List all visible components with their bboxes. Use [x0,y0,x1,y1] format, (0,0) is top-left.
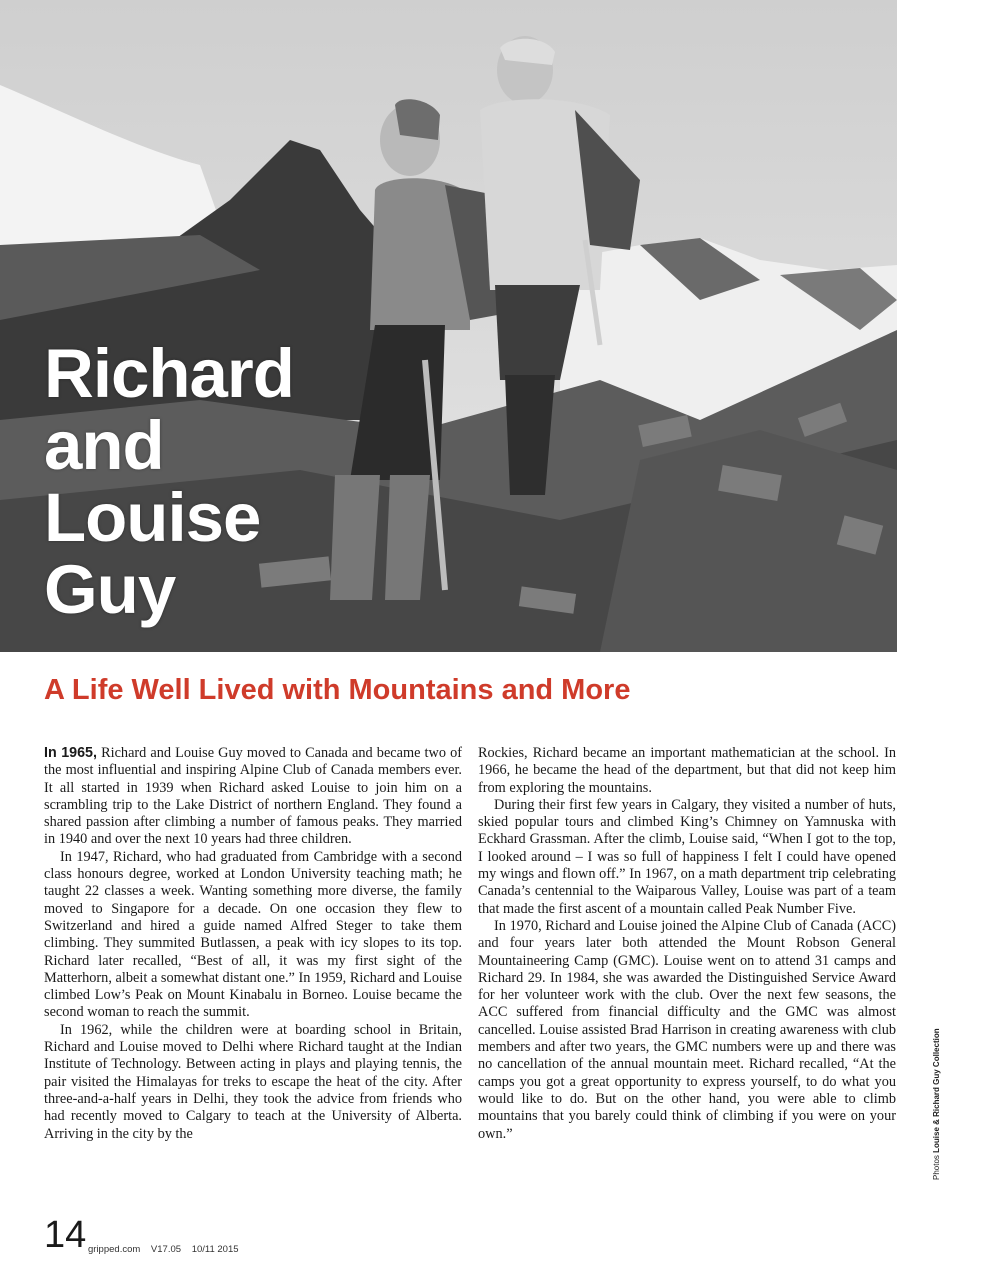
folio-issue: 10/11 2015 [191,1244,239,1255]
article-paragraph: During their first few years in Calgary, they visited a number of huts, skied popular tours and climbed King’s Chimney on Yamnuska with Eckhard Grassman. After the climb, Louise said, “When I got to the top, I looked around – I was so full of happiness I felt I could have opened my wings and flown off.” In 1967, on a math department trip celebrating Canada’s centennial to the Waiparous Valley, Louise was part of a team that made the first ascent of a mountain called Peak Number Five. [478,796,896,917]
headline-line-4: Guy [44,551,176,628]
article-paragraph: In 1962, while the children were at boarding school in Britain, Richard and Louise moved to Delhi where Richard taught at the Indian Institute of Technology. Between acting in plays and playing tennis, the pair visited the Himalayas for treks to escape the heat of the city. After three-and-a-half years in Delhi, they took the advice from friends who had recently moved to Calgary to teach at the University of Alberta. Arriving in the city by the [44,1021,462,1142]
article-paragraph: In 1970, Richard and Louise joined the Alpine Club of Canada (ACC) and four years later both attended the Mount Robson General Mountaineering Camp (GMC). Louise went on to attend 31 camps and Richard 29. In 1984, she was awarded the Distinguished Service Award for her volunteer work with the club. Over the next few seasons, the ACC suffered from financial difficulty and the GMC was almost cancelled. Louise assisted Brad Harrison in creating awareness with club members and after two years, the GMC numbers were up and there was no cancellation of the annual mountain meet. Richard recalled, “At the camps you got a great opportunity to express yourself, to do what you would like to do. But on the other hand, you were able to climb mountains that you barely could think of climbing if you were on your own.” [478,917,896,1142]
photo-credit-prefix: Photos [932,1155,941,1180]
page-number: 14 [44,1214,87,1256]
headline-line-3: Louise [44,479,261,556]
folio [88,1244,247,1255]
article-column-right [478,745,896,1143]
subtitle: A Life Well Lived with Mountains and More [44,674,631,706]
hero-photo [0,0,897,652]
article-paragraph: In 1947, Richard, who had graduated from Cambridge with a second class honours degree, worked at London University teaching math; he taught 22 classes a week. Wanting something more diverse, the family moved to Singapore for a decade. On one occasion they flew to Switzerland and hired a guide named Alfred Steger to take them climbing. They summited Butlassen, a peak with icy slopes to its top. Richard later recalled, “Best of all, it was my first sight of the Matterhorn, albeit a somewhat distant one.” In 1959, Richard and Louise climbed Low’s Peak on Mount Kinabalu in Borneo. Louise became the second woman to reach the summit. [44,848,462,1021]
article-paragraph: Rockies, Richard became an important mathematician at the school. In 1966, he became the head of the department, but that did not keep him from exploring the mountains. [478,745,896,796]
headline-line-2: and [44,407,164,484]
headline-line-1: Richard [44,335,294,412]
folio-volume: V17.05 [150,1244,182,1255]
lead-in: In 1965, [44,745,97,761]
folio-site: gripped.com [88,1244,141,1255]
headline [44,335,294,628]
photo-credit-names: Louise & Richard Guy Collection [932,1028,941,1153]
article-paragraph: In 1965, Richard and Louise Guy moved to Canada and became two of the most influential and inspiring Alpine Club of Canada members ever. It all started in 1939 when Richard asked Louise to join him on a scrambling trip to the Lake District of northern England. They found a shared passion after climbing a number of famous peaks. They married in 1940 and over the next 10 years had three children. [44,745,462,848]
photo-credit [932,1028,941,1180]
article-column-left [44,745,462,1143]
